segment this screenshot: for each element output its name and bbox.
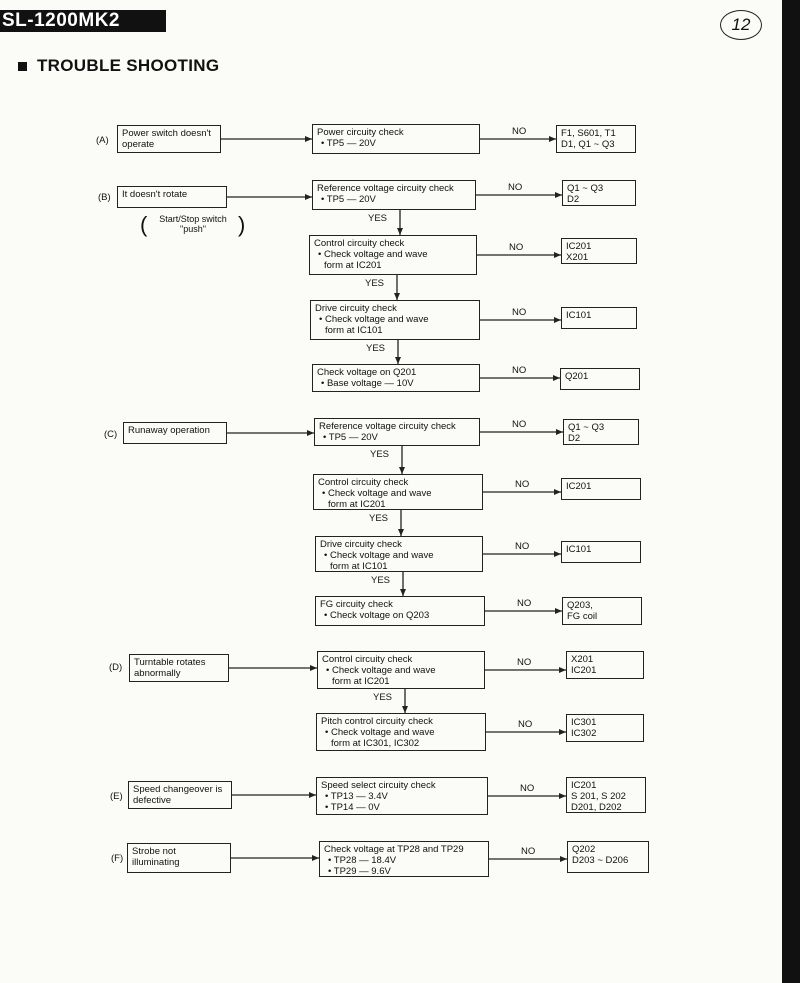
- check-box-b-2-line: Control circuity check: [314, 238, 405, 249]
- check-box-c-1-line: • TP5 — 20V: [323, 432, 378, 443]
- no-arrow-c-1-arrowhead: [556, 429, 563, 435]
- result-box-b-2: [561, 238, 637, 264]
- result-box-d-1-line: IC201: [571, 665, 597, 676]
- check-box-d-2-line: Pitch control circuity check: [321, 716, 433, 727]
- yes-label-c-1: YES: [370, 449, 390, 460]
- no-label-c-1: NO: [512, 419, 527, 430]
- result-box-c-2: [561, 478, 641, 500]
- note-right-bracket: ): [238, 212, 246, 237]
- check-box-b-3-line: • Check voltage and wave: [319, 314, 429, 325]
- connector-e-symptom-arrowhead: [309, 792, 316, 798]
- result-box-b-3-line: IC101: [566, 310, 592, 321]
- result-box-c-3-line: IC101: [566, 544, 592, 555]
- symptom-box-e-line: defective: [133, 795, 172, 806]
- result-box-d-2-line: IC301: [571, 717, 597, 728]
- check-box-d-2-line: • Check voltage and wave: [325, 727, 435, 738]
- result-box-f-1: [567, 841, 649, 873]
- result-box-e-1-line: IC201: [571, 780, 597, 791]
- check-box-b-2-line: form at IC201: [324, 260, 382, 271]
- result-box-e-1: [566, 777, 646, 813]
- check-box-e-1-line: • TP14 — 0V: [325, 802, 380, 813]
- section-tag-a: (A): [96, 135, 109, 146]
- check-box-c-2-line: • Check voltage and wave: [322, 488, 432, 499]
- no-label-b-3: NO: [512, 307, 527, 318]
- result-box-a-1: [556, 125, 636, 153]
- yes-label-b-3: YES: [366, 343, 386, 354]
- symptom-box-a-line: Power switch doesn't: [122, 128, 211, 139]
- no-label-d-1: NO: [517, 657, 532, 668]
- result-box-c-4: [562, 597, 642, 625]
- yes-label-b-1: YES: [368, 213, 388, 224]
- check-box-a-1-line: Power circuity check: [317, 127, 404, 138]
- result-box-b-3: [561, 307, 637, 329]
- check-box-d-1-line: form at IC201: [332, 676, 390, 687]
- check-box-c-2-line: Control circuity check: [318, 477, 409, 488]
- no-arrow-c-3-arrowhead: [554, 551, 561, 557]
- symptom-box-c-line: Runaway operation: [128, 425, 210, 436]
- result-box-f-1-line: Q202: [572, 844, 596, 855]
- result-box-c-2-line: IC201: [566, 481, 592, 492]
- check-box-e-1: [316, 777, 488, 815]
- symptom-box-b: [117, 186, 227, 208]
- no-arrow-b-2-arrowhead: [554, 252, 561, 258]
- result-box-c-1-line: D2: [568, 433, 581, 444]
- section-tag-e: (E): [110, 791, 123, 802]
- check-box-c-2: [313, 474, 483, 510]
- check-box-c-1: [314, 418, 480, 446]
- check-box-c-3-line: • Check voltage and wave: [324, 550, 434, 561]
- symptom-box-d-line: abnormally: [134, 668, 181, 679]
- result-box-b-4-line: Q201: [565, 371, 589, 382]
- no-arrow-c-4-arrowhead: [555, 608, 562, 614]
- check-box-c-3-line: Drive circuity check: [320, 539, 402, 550]
- start-stop-note: [146, 214, 240, 234]
- check-box-b-1-line: • TP5 — 20V: [321, 194, 376, 205]
- check-box-b-2-line: • Check voltage and wave: [318, 249, 428, 260]
- check-box-c-3-line: form at IC101: [330, 561, 388, 572]
- yes-arrow-b-2-arrowhead: [394, 293, 400, 300]
- result-box-d-1-line: X201: [571, 654, 594, 665]
- no-arrow-b-4-arrowhead: [553, 375, 560, 381]
- section-tag-b: (B): [98, 192, 111, 203]
- yes-label-b-2: YES: [365, 278, 385, 289]
- symptom-box-a-line: operate: [122, 139, 155, 150]
- yes-arrow-b-3-arrowhead: [395, 357, 401, 364]
- symptom-box-f: [127, 843, 231, 873]
- check-box-f-1: [319, 841, 489, 877]
- no-label-f-1: NO: [521, 846, 536, 857]
- result-box-d-1: [566, 651, 644, 679]
- connector-b-symptom-arrowhead: [305, 194, 312, 200]
- no-arrow-d-1-arrowhead: [559, 667, 566, 673]
- no-label-a-1: NO: [512, 126, 527, 137]
- check-box-d-2-line: form at IC301, IC302: [331, 738, 420, 749]
- symptom-box-d-line: Turntable rotates: [134, 657, 206, 668]
- connector-a-symptom-arrowhead: [305, 136, 312, 142]
- section-tag-d: (D): [109, 662, 123, 673]
- check-box-c-4: [315, 596, 485, 626]
- no-arrow-c-2-arrowhead: [554, 489, 561, 495]
- model-banner: SL-1200MK2: [0, 10, 166, 32]
- check-box-b-3-line: Drive circuity check: [315, 303, 397, 314]
- section-tag-c: (C): [104, 429, 118, 440]
- note-line: Start/Stop switch: [159, 214, 227, 224]
- no-label-e-1: NO: [520, 783, 535, 794]
- result-box-b-4: [560, 368, 640, 390]
- check-box-d-1: [317, 651, 485, 689]
- symptom-box-e-line: Speed changeover is: [133, 784, 223, 795]
- result-box-c-1-line: Q1 ~ Q3: [568, 422, 605, 433]
- symptom-box-f-line: illuminating: [132, 857, 180, 868]
- yes-label-c-2: YES: [369, 513, 389, 524]
- result-box-d-2-line: IC302: [571, 728, 597, 739]
- result-box-e-1-line: D201, D202: [571, 802, 622, 813]
- check-box-b-4-line: Check voltage on Q201: [317, 367, 417, 378]
- yes-arrow-b-1-arrowhead: [397, 228, 403, 235]
- note-line: "push": [180, 224, 206, 234]
- no-arrow-a-1-arrowhead: [549, 136, 556, 142]
- no-arrow-d-2-arrowhead: [559, 729, 566, 735]
- check-box-b-3: [310, 300, 480, 340]
- check-box-b-4-line: • Base voltage — 10V: [321, 378, 414, 389]
- yes-label-d-1: YES: [373, 692, 393, 703]
- no-label-c-3: NO: [515, 541, 530, 552]
- check-box-a-1-line: • TP5 — 20V: [321, 138, 376, 149]
- connector-d-symptom-arrowhead: [310, 665, 317, 671]
- check-box-c-4-line: FG circuity check: [320, 599, 393, 610]
- symptom-box-d: [129, 654, 229, 682]
- symptom-box-a: [117, 125, 221, 153]
- result-box-b-1: [562, 180, 636, 206]
- connector-f-symptom-arrowhead: [312, 855, 319, 861]
- symptom-box-e: [128, 781, 232, 809]
- note-left-bracket: (: [140, 212, 148, 237]
- symptom-box-f-line: Strobe not: [132, 846, 176, 857]
- check-box-f-1-line: • TP29 — 9.6V: [328, 866, 391, 877]
- result-box-c-1: [563, 419, 639, 445]
- no-label-c-2: NO: [515, 479, 530, 490]
- section-tag-f: (F): [111, 853, 124, 864]
- result-box-a-1-line: D1, Q1 ~ Q3: [561, 139, 615, 150]
- check-box-b-3-line: form at IC101: [325, 325, 383, 336]
- no-label-c-4: NO: [517, 598, 532, 609]
- check-box-d-1-line: • Check voltage and wave: [326, 665, 436, 676]
- check-box-e-1-line: Speed select circuity check: [321, 780, 436, 791]
- result-box-a-1-line: F1, S601, T1: [561, 128, 616, 139]
- result-box-c-4-line: FG coil: [567, 611, 598, 622]
- result-box-c-3: [561, 541, 641, 563]
- result-box-c-4-line: Q203,: [567, 600, 593, 611]
- check-box-c-3: [315, 536, 483, 572]
- no-arrow-b-1-arrowhead: [555, 192, 562, 198]
- no-arrow-f-1-arrowhead: [560, 856, 567, 862]
- no-label-b-2: NO: [509, 242, 524, 253]
- check-box-c-2-line: form at IC201: [328, 499, 386, 510]
- check-box-a-1: [312, 124, 480, 154]
- check-box-f-1-line: • TP28 — 18.4V: [328, 855, 397, 866]
- check-box-f-1-line: Check voltage at TP28 and TP29: [324, 844, 464, 855]
- check-box-b-1-line: Reference voltage circuity check: [317, 183, 454, 194]
- yes-arrow-c-3-arrowhead: [400, 589, 406, 596]
- no-label-d-2: NO: [518, 719, 533, 730]
- no-arrow-e-1-arrowhead: [559, 793, 566, 799]
- check-box-d-1-line: Control circuity check: [322, 654, 413, 665]
- heading-text: TROUBLE SHOOTING: [37, 56, 220, 75]
- connector-c-symptom-arrowhead: [307, 430, 314, 436]
- yes-label-c-3: YES: [371, 575, 391, 586]
- no-arrow-b-3-arrowhead: [554, 317, 561, 323]
- result-box-f-1-line: D203 ~ D206: [572, 855, 629, 866]
- result-box-e-1-line: S 201, S 202: [571, 791, 626, 802]
- result-box-b-1-line: D2: [567, 194, 580, 205]
- check-box-c-4-line: • Check voltage on Q203: [324, 610, 430, 621]
- result-box-b-1-line: Q1 ~ Q3: [567, 183, 604, 194]
- check-box-b-4: [312, 364, 480, 392]
- symptom-box-c: [123, 422, 227, 444]
- no-label-b-4: NO: [512, 365, 527, 376]
- check-box-d-2: [316, 713, 486, 751]
- check-box-e-1-line: • TP13 — 3.4V: [325, 791, 388, 802]
- no-label-b-1: NO: [508, 182, 523, 193]
- result-box-b-2-line: X201: [566, 252, 589, 263]
- symptom-box-b-line: It doesn't rotate: [122, 189, 188, 200]
- yes-arrow-c-2-arrowhead: [398, 529, 404, 536]
- yes-arrow-d-1-arrowhead: [402, 706, 408, 713]
- page-number: 12: [720, 10, 762, 40]
- check-box-b-1: [312, 180, 476, 210]
- result-box-b-2-line: IC201: [566, 241, 592, 252]
- check-box-b-2: [309, 235, 477, 275]
- result-box-d-2: [566, 714, 644, 742]
- yes-arrow-c-1-arrowhead: [399, 467, 405, 474]
- check-box-c-1-line: Reference voltage circuity check: [319, 421, 456, 432]
